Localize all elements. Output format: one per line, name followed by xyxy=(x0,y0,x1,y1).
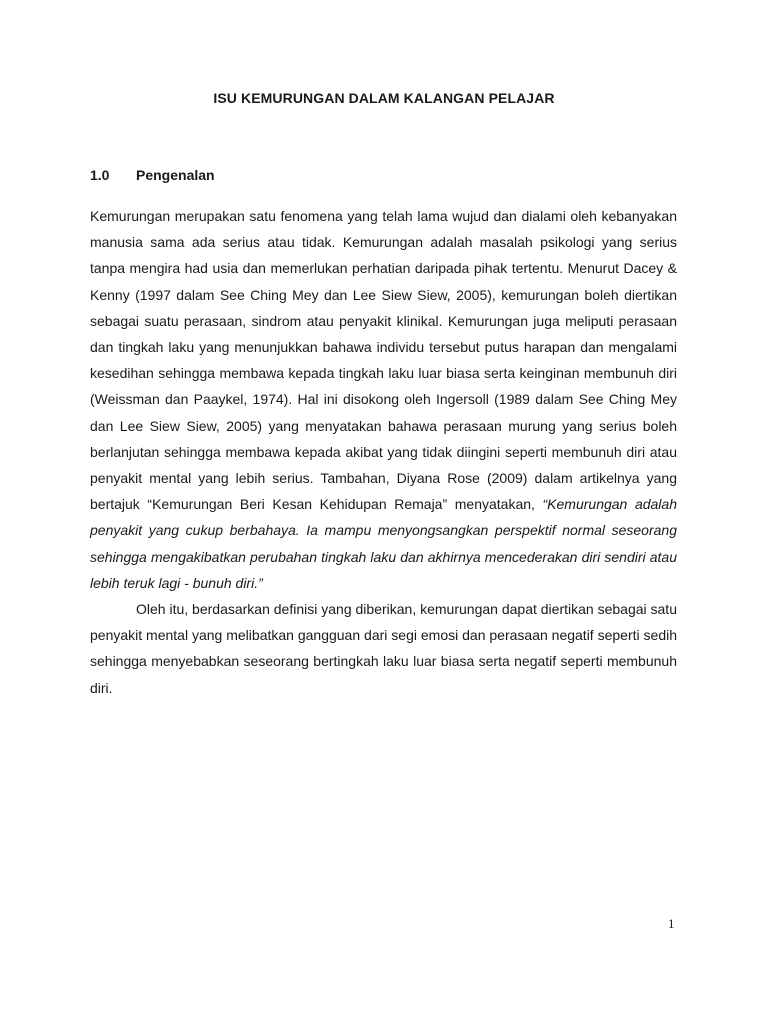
paragraph-introduction-text: Kemurungan merupakan satu fenomena yang telah lama wujud dan dialami oleh kebanyakan manusia sama ada serius atau tidak. Kemurungan adalah masalah psikologi yang serius tanpa mengira had usia dan memerlukan perhatian daripada pihak tertentu. Menurut Dacey & Kenny (1997 dalam See Ching Mey dan Lee Siew Siew, 2005), kemurungan boleh diertikan sebagai suatu perasaan, sindrom atau penyakit klinikal. Kemurungan juga meliputi perasaan dan tingkah laku yang menunjukkan bahawa individu tersebut putus harapan dan mengalami kesedihan sehingga membawa kepada tingkah laku luar biasa serta keinginan membunuh diri (Weissman dan Paaykel, 1974). Hal ini disokong oleh Ingersoll (1989 dalam See Ching Mey dan Lee Siew Siew, 2005) yang menyatakan bahawa perasaan murung yang serius boleh berlanjutan sehingga membawa kepada akibat yang tidak diingini seperti membunuh diri atau penyakit mental yang lebih serius. Tambahan, Diyana Rose (2009) dalam artikelnya yang bertajuk “Kemurungan Beri Kesan Kehidupan Remaja” menyatakan, xyxy=(90,208,677,513)
body-text xyxy=(90,203,677,701)
section-heading xyxy=(90,167,215,183)
section-number: 1.0 xyxy=(90,167,110,183)
paragraph-introduction xyxy=(90,203,677,596)
page-number: 1 xyxy=(668,916,675,931)
document-title: ISU KEMURUNGAN DALAM KALANGAN PELAJAR xyxy=(213,90,555,106)
paragraph-conclusion: Oleh itu, berdasarkan definisi yang diberikan, kemurungan dapat diertikan sebagai satu penyakit mental yang melibatkan gangguan dari segi emosi dan perasaan negatif seperti sedih sehingga menyebabkan seseorang bertingkah laku luar biasa serta negatif seperti membunuh diri. xyxy=(90,601,677,696)
section-title: Pengenalan xyxy=(136,167,215,183)
quoted-passage: “Kemurungan adalah penyakit yang cukup berbahaya. Ia mampu menyongsangkan perspektif normal seseorang sehingga mengakibatkan perubahan tingkah laku dan akhirnya mencederakan diri sendiri atau lebih teruk lagi - bunuh diri.” xyxy=(90,496,677,591)
